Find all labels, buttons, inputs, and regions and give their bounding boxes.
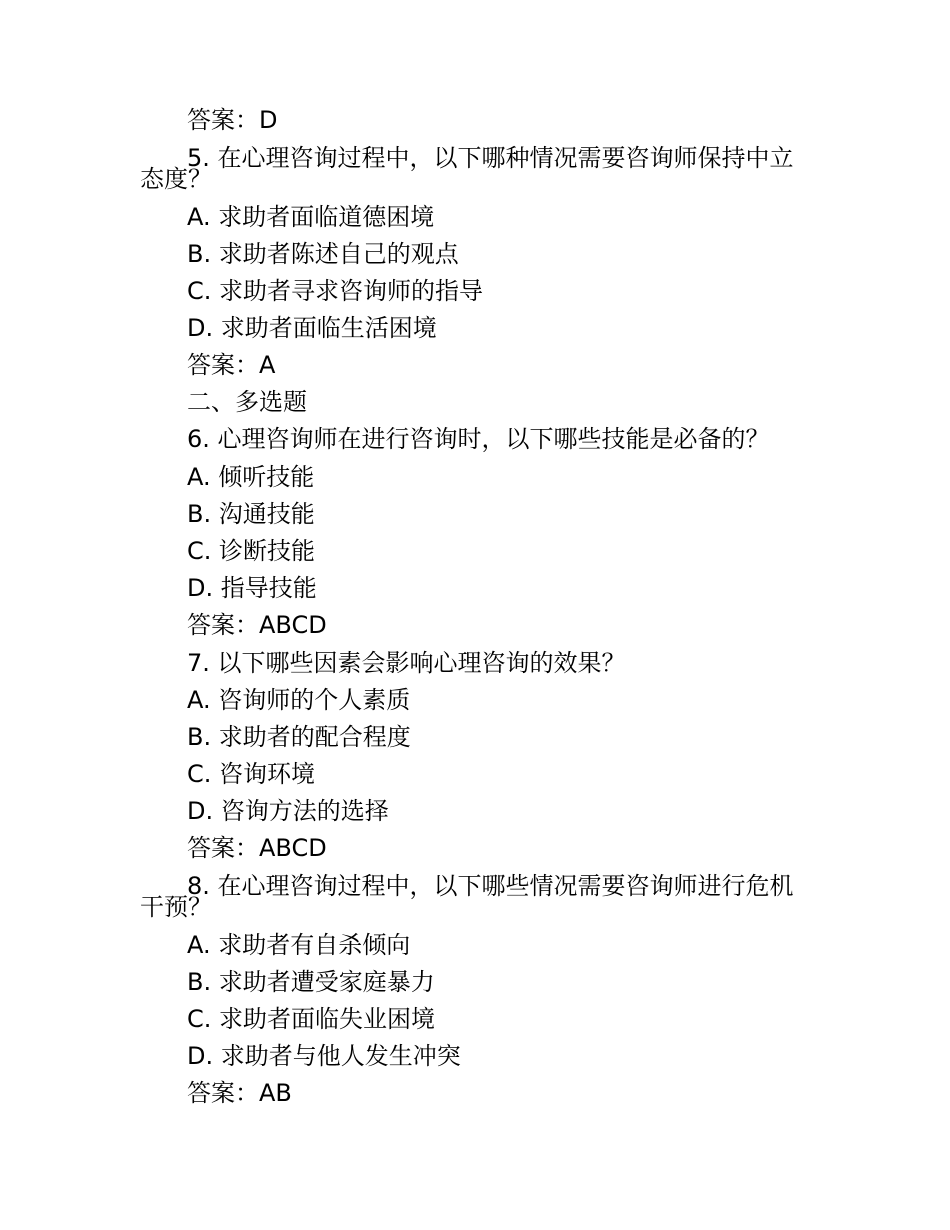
answer-q7: 答案：ABCD	[187, 834, 327, 862]
answer-q5: 答案：A	[187, 351, 276, 379]
option-8a: A. 求助者有自杀倾向	[187, 931, 411, 959]
option-7c: C. 咨询环境	[187, 760, 316, 788]
answer-q8: 答案：AB	[187, 1079, 292, 1107]
option-6a: A. 倾听技能	[187, 463, 315, 491]
question-7: 7. 以下哪些因素会影响心理咨询的效果？	[187, 649, 626, 677]
option-5c: C. 求助者寻求咨询师的指导	[187, 277, 484, 305]
question-5-continuation: 态度？	[140, 165, 212, 193]
question-8-continuation: 干预？	[140, 893, 212, 921]
option-5b: B. 求助者陈述自己的观点	[187, 240, 459, 268]
option-7b: B. 求助者的配合程度	[187, 723, 411, 751]
section-heading-multiple-choice: 二、多选题	[187, 388, 307, 416]
option-8b: B. 求助者遭受家庭暴力	[187, 968, 435, 996]
question-5: 5. 在心理咨询过程中，以下哪种情况需要咨询师保持中立	[187, 144, 794, 172]
option-6d: D. 指导技能	[187, 574, 317, 602]
option-8d: D. 求助者与他人发生冲突	[187, 1042, 461, 1070]
answer-q4: 答案：D	[187, 106, 278, 134]
option-6b: B. 沟通技能	[187, 500, 315, 528]
answer-q6: 答案：ABCD	[187, 611, 327, 639]
option-7d: D. 咨询方法的选择	[187, 797, 389, 825]
option-6c: C. 诊断技能	[187, 537, 316, 565]
option-8c: C. 求助者面临失业困境	[187, 1005, 436, 1033]
option-5d: D. 求助者面临生活困境	[187, 314, 437, 342]
question-6: 6. 心理咨询师在进行咨询时，以下哪些技能是必备的？	[187, 425, 770, 453]
option-5a: A. 求助者面临道德困境	[187, 203, 435, 231]
option-7a: A. 咨询师的个人素质	[187, 686, 411, 714]
question-8: 8. 在心理咨询过程中，以下哪些情况需要咨询师进行危机	[187, 872, 794, 900]
